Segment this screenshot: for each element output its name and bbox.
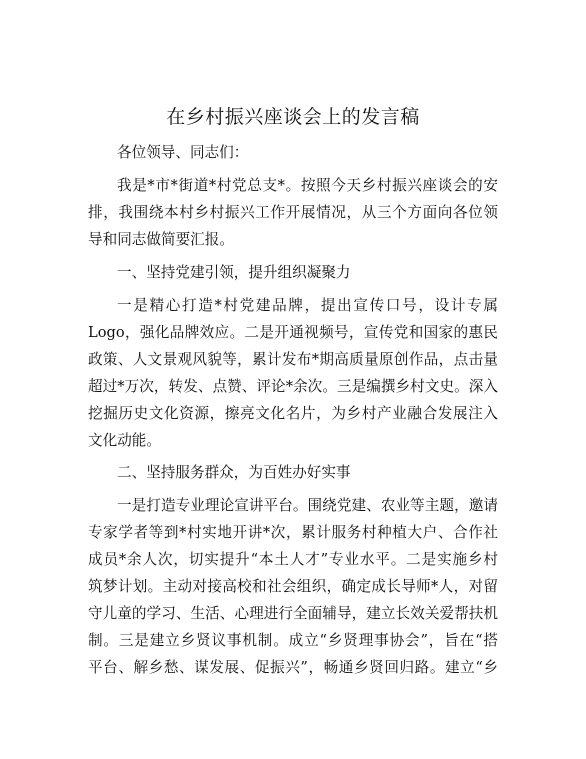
paragraph-line: 专家学者等到*村实地开讲*次，累计服务村种植大户、合作社 (88, 524, 498, 541)
paragraph-line: 成员*余人次，切实提升“本土人才”专业水平。二是实施乡村 (88, 551, 498, 568)
salutation-line: 各位领导、同志们： (117, 144, 249, 161)
paragraph-line: 导和同志做简要汇报。 (88, 231, 234, 248)
paragraph-line: 政策、人文景观风貌等，累计发布*期高质量原创作品，点击量 (88, 351, 498, 368)
paragraph-line: 平台、解乡愁、谋发展、促振兴”，畅通乡贤回归路。建立“乡 (88, 659, 498, 676)
paragraph-line: Logo，强化品牌效应。二是开通视频号，宣传党和国家的惠民 (88, 324, 498, 341)
paragraph-line: 挖掘历史文化资源，擦亮文化名片，为乡村产业融合发展注入 (88, 405, 498, 422)
paragraph-line: 超过*万次，转发、点赞、评论*余次。三是编撰乡村文史。深入 (88, 378, 498, 395)
paragraph-line: 一是精心打造*村党建品牌，提出宣传口号，设计专属 (117, 297, 498, 314)
paragraph-line: 制。三是建立乡贤议事机制。成立“乡贤理事协会”，旨在“搭 (88, 632, 498, 649)
paragraph-line: 筑梦计划。主动对接高校和社会组织，确定成长导师*人，对留 (88, 578, 498, 595)
paragraph-line: 守儿童的学习、生活、心理进行全面辅导，建立长效关爱帮扶机 (88, 605, 498, 622)
paragraph-line: 排，我围绕本村乡村振兴工作开展情况，从三个方面向各位领 (88, 204, 498, 221)
section-heading-2: 二、坚持服务群众，为百姓办好实事 (117, 464, 351, 481)
paragraph-line: 一是打造专业理论宣讲平台。围绕党建、农业等主题，邀请 (117, 497, 498, 514)
section-heading-1: 一、坚持党建引领，提升组织凝聚力 (117, 264, 351, 281)
paragraph-line: 我是*市*街道*村党总支*。按照今天乡村振兴座谈会的安 (117, 177, 498, 194)
document-title: 在乡村振兴座谈会上的发言稿 (166, 106, 420, 128)
paragraph-line: 文化动能。 (88, 432, 161, 449)
